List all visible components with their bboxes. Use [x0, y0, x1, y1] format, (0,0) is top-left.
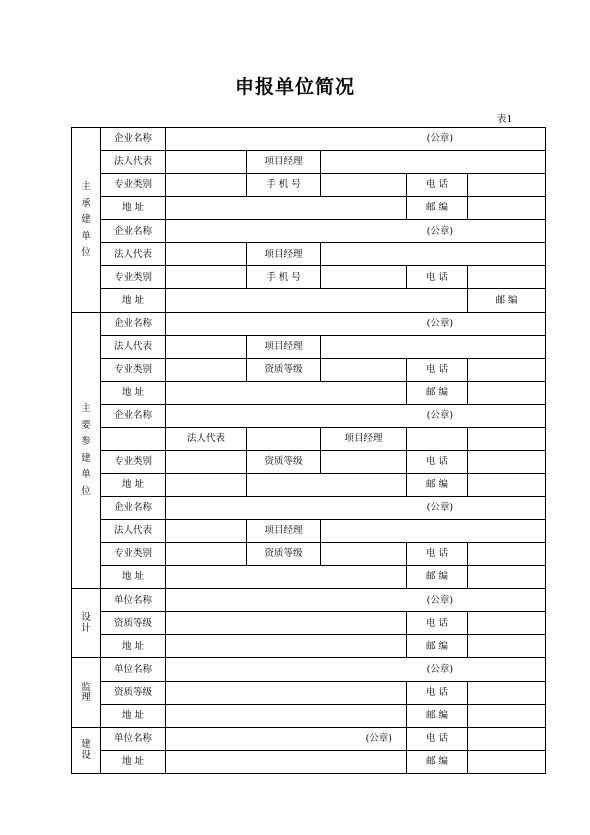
- specialty-field[interactable]: [166, 543, 247, 566]
- phone-label: 电 话: [407, 450, 468, 473]
- specialty-field[interactable]: [166, 174, 247, 197]
- table-row: [72, 427, 546, 450]
- legal-rep-field[interactable]: [166, 520, 247, 543]
- address-field[interactable]: [166, 704, 407, 727]
- table-row: [72, 197, 546, 220]
- extra-field[interactable]: [468, 427, 546, 450]
- address-label: 地 址: [101, 289, 166, 312]
- address-field[interactable]: [166, 381, 407, 404]
- specialty-field[interactable]: [166, 358, 247, 381]
- qualification-label: 资质等级: [247, 450, 321, 473]
- qualification-label: 资质等级: [101, 681, 166, 704]
- mobile-field[interactable]: [321, 266, 407, 289]
- address-label: 地 址: [101, 750, 166, 773]
- company-name-field[interactable]: (公章): [166, 128, 546, 151]
- table-row: [72, 681, 546, 704]
- address-field[interactable]: [166, 473, 247, 496]
- table-row: [72, 289, 546, 312]
- postcode-field[interactable]: [468, 750, 546, 773]
- phone-field[interactable]: [468, 543, 546, 566]
- qualification-label: 资质等级: [101, 612, 166, 635]
- phone-field[interactable]: [468, 174, 546, 197]
- unit-name-field[interactable]: (公章): [166, 589, 546, 612]
- project-manager-field[interactable]: [321, 520, 546, 543]
- unit-name-label: 单位名称: [101, 589, 166, 612]
- address-label: 地 址: [101, 197, 166, 220]
- phone-field[interactable]: [468, 612, 546, 635]
- qualification-field[interactable]: [321, 450, 407, 473]
- table-row: [72, 220, 546, 243]
- table-row: [72, 335, 546, 358]
- phone-field[interactable]: [468, 266, 546, 289]
- unit-name-label: 单位名称: [101, 658, 166, 681]
- table-row: [72, 727, 546, 750]
- project-manager-field[interactable]: [321, 335, 546, 358]
- project-manager-field[interactable]: [321, 151, 546, 174]
- qualification-label: 资质等级: [247, 543, 321, 566]
- specialty-field[interactable]: [166, 450, 247, 473]
- page-title: 申报单位简况: [234, 76, 355, 98]
- unit-name-field[interactable]: (公章): [166, 658, 546, 681]
- unit-name-field[interactable]: (公章): [166, 727, 407, 750]
- phone-label: 电 话: [407, 727, 468, 750]
- table-row: [72, 520, 546, 543]
- mobile-field[interactable]: [321, 174, 407, 197]
- legal-rep-label: 法人代表: [101, 243, 166, 266]
- postcode-label: 邮 编: [407, 635, 468, 658]
- table-row: [72, 450, 546, 473]
- phone-field[interactable]: [468, 450, 546, 473]
- specialty-label: 专业类别: [101, 358, 166, 381]
- table-row: [72, 358, 546, 381]
- specialty-label: 专业类别: [101, 450, 166, 473]
- phone-label: 电 话: [407, 266, 468, 289]
- legal-rep-label: 法人代表: [101, 151, 166, 174]
- unit-name-label: 单位名称: [101, 727, 166, 750]
- address-field[interactable]: [166, 750, 407, 773]
- postcode-field[interactable]: [468, 635, 546, 658]
- qualification-field[interactable]: [166, 612, 407, 635]
- qualification-label: 资质等级: [247, 358, 321, 381]
- company-name-field[interactable]: (公章): [166, 404, 546, 427]
- table-row: [72, 543, 546, 566]
- postcode-field[interactable]: [468, 566, 546, 589]
- company-name-label: 企业名称: [101, 220, 166, 243]
- table-row: [72, 404, 546, 427]
- postcode-field[interactable]: [468, 381, 546, 404]
- postcode-label: 邮 编: [407, 566, 468, 589]
- company-name-field[interactable]: (公章): [166, 497, 546, 520]
- table-row: [72, 658, 546, 681]
- postcode-label: 邮 编: [407, 473, 468, 496]
- postcode-field[interactable]: [468, 704, 546, 727]
- address-label: 地 址: [101, 635, 166, 658]
- table-row: [72, 612, 546, 635]
- table-row: [72, 704, 546, 727]
- company-name-label: 企业名称: [101, 312, 166, 335]
- mobile-label: 手 机 号: [247, 266, 321, 289]
- mobile-label: 手 机 号: [247, 174, 321, 197]
- legal-rep-field[interactable]: [247, 427, 321, 450]
- project-manager-label: 项目经理: [247, 151, 321, 174]
- specialty-label: 专业类别: [101, 174, 166, 197]
- project-manager-label: 项目经理: [247, 243, 321, 266]
- address-label: 地 址: [101, 566, 166, 589]
- phone-field[interactable]: [468, 727, 546, 750]
- phone-field[interactable]: [468, 358, 546, 381]
- section-supervision: 监 理: [72, 658, 101, 727]
- address-field[interactable]: [166, 289, 468, 312]
- phone-label: 电 话: [407, 612, 468, 635]
- project-manager-field[interactable]: [321, 243, 546, 266]
- phone-label: 电 话: [407, 543, 468, 566]
- application-units-table: [71, 127, 546, 774]
- table-row: [72, 381, 546, 404]
- project-manager-label: 项目经理: [247, 335, 321, 358]
- legal-rep-label: 法人代表: [101, 335, 166, 358]
- blank-label-cell: [101, 427, 166, 450]
- table-row: [72, 589, 546, 612]
- address-field-extra[interactable]: [247, 473, 407, 496]
- project-manager-field[interactable]: [407, 427, 468, 450]
- specialty-field[interactable]: [166, 266, 247, 289]
- legal-rep-field[interactable]: [166, 151, 247, 174]
- table-row: [72, 473, 546, 496]
- postcode-label: 邮 编: [407, 704, 468, 727]
- address-label: 地 址: [101, 381, 166, 404]
- table-row: [72, 243, 546, 266]
- postcode-field[interactable]: [468, 197, 546, 220]
- postcode-label: 邮 编: [468, 289, 546, 312]
- specialty-label: 专业类别: [101, 543, 166, 566]
- table-row: [72, 566, 546, 589]
- specialty-label: 专业类别: [101, 266, 166, 289]
- table-row: [72, 312, 546, 335]
- table-row: [72, 750, 546, 773]
- table-row: [72, 151, 546, 174]
- postcode-field[interactable]: [468, 473, 546, 496]
- address-label: 地 址: [101, 704, 166, 727]
- address-field[interactable]: [166, 197, 407, 220]
- qualification-field[interactable]: [321, 358, 407, 381]
- postcode-label: 邮 编: [407, 197, 468, 220]
- company-name-label: 企业名称: [101, 497, 166, 520]
- table-row: [72, 174, 546, 197]
- section-main-contractor: 主 承 建 单 位: [72, 128, 101, 313]
- section-design: 设 计: [72, 589, 101, 658]
- qualification-field[interactable]: [166, 681, 407, 704]
- postcode-label: 邮 编: [407, 381, 468, 404]
- company-name-label: 企业名称: [101, 128, 166, 151]
- table-row: [72, 497, 546, 520]
- phone-label: 电 话: [407, 174, 468, 197]
- project-manager-label: 项目经理: [247, 520, 321, 543]
- table-row: [72, 266, 546, 289]
- legal-rep-label: 法人代表: [101, 520, 166, 543]
- company-name-field[interactable]: (公章): [166, 312, 546, 335]
- project-manager-label: 项目经理: [321, 427, 407, 450]
- qualification-field[interactable]: [321, 543, 407, 566]
- table-row: [72, 635, 546, 658]
- address-field[interactable]: [166, 635, 407, 658]
- address-field[interactable]: [166, 566, 407, 589]
- table-number: 表1: [497, 114, 513, 125]
- company-name-field[interactable]: (公章): [166, 220, 546, 243]
- legal-rep-field[interactable]: [166, 243, 247, 266]
- address-label: 地 址: [101, 473, 166, 496]
- legal-rep-field[interactable]: [166, 335, 247, 358]
- section-main-participants: 主 要 参 建 单 位: [72, 312, 101, 589]
- phone-label: 电 话: [407, 358, 468, 381]
- phone-field[interactable]: [468, 681, 546, 704]
- table-row: [72, 128, 546, 151]
- legal-rep-label: 法人代表: [166, 427, 247, 450]
- postcode-label: 邮 编: [407, 750, 468, 773]
- company-name-label: 企业名称: [101, 404, 166, 427]
- section-construction: 建 设: [72, 727, 101, 773]
- phone-label: 电 话: [407, 681, 468, 704]
